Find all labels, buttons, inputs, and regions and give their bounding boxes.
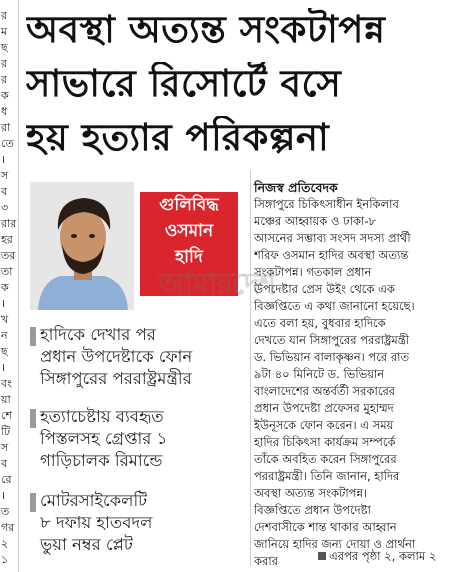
body-line: দেশবাসীকে শান্ত থাকার আহ্বান [254,520,397,534]
body-line: বিজ্ঞপ্তিতে এ কথা জানানো হয়েছে। [254,299,415,313]
body-line: ৯টা ৪০ মিনিটে ড. ভিভিয়ান [254,367,385,381]
fragment-text: টি [1,425,11,438]
fragment-text: তর [1,249,16,262]
body-line: হাদির চিকিৎসা কার্যক্রম সম্পর্কে [254,435,396,449]
body-line: উপদেষ্টার প্রেস উইং থেকে এক [254,282,395,296]
subhead-line: হাদিকে দেখার পর [40,325,156,344]
article-body [254,196,466,570]
body-line: অবস্থা অত্যন্ত সংকটাপন্ন। [254,486,368,500]
fragment-text: শে [1,409,12,422]
subhead-bar [30,493,36,512]
subhead-line: পিস্তলসহ গ্রেপ্তার ১ [40,429,168,448]
fragment-text: । [1,489,6,502]
square-bullet-icon [318,552,326,560]
subhead-bar [30,409,36,428]
fragment-text: স [1,169,9,182]
fragment-text: গর [1,521,15,534]
body-line: মঞ্চের আহ্বায়ক ও ঢাকা-৮ [254,214,376,228]
fragment-text: ত [1,505,10,518]
body-line: শরিফ ওসমান হাদির অবস্থা অত্যন্ত [254,248,409,262]
fragment-text: র [1,9,8,22]
body-line: করার [254,554,279,568]
body-line: এতে বলা হয়, বুধবার হাদিকে [254,316,386,330]
body-line: ড. ভিভিয়ান বালাকৃষ্ণন। পরে রাত [254,350,410,364]
fragment-text: ম [1,25,8,38]
fragment-text: য়া [1,393,11,406]
body-line: দেখতে যান সিঙ্গাপুরের পররাষ্ট্রমন্ত্রী [254,333,410,347]
fragment-text: স [1,441,9,454]
fragment-text: তে [1,137,14,150]
fragment-text: ১ [1,553,9,566]
continued-text: এরপর পৃষ্ঠা ২, কলাম ২ [329,549,437,563]
fragment-text: ক [1,281,9,294]
fragment-text: রা [1,121,11,134]
subhead-3 [30,490,240,560]
fragment-text: ছ [1,345,8,358]
body-line: পররাষ্ট্রমন্ত্রী। তিনি জানান, হাদির [254,469,400,483]
fragment-text: । [1,361,6,374]
fragment-text: র [1,73,8,86]
subhead-2 [30,406,240,476]
fragment-text: ধ [1,105,8,118]
portrait-photo [30,182,134,310]
fragment-text: ব [1,185,8,198]
fragment-text: খ [1,313,9,326]
column-divider [250,170,251,566]
fragment-text: ২ [1,537,9,550]
body-line: প্রধান উপদেষ্টা প্রফেসর মুহাম্মদ [254,401,394,415]
adjacent-column-fragments [0,0,19,572]
fragment-text: বং [1,377,12,390]
caption-line-1: গুলিবিদ্ধ [159,195,219,215]
body-line: বাংলাদেশের অন্তর্বর্তী সরকারের [254,384,396,398]
fragment-text: । [1,153,6,166]
body-line: সিঙ্গাপুরে চিকিৎসাধীন ইনকিলাব [254,197,399,211]
fragment-text: । [1,297,6,310]
subhead-1 [30,324,240,394]
subhead-line: সিঙ্গাপুরের পররাষ্ট্রমন্ত্রীর [40,369,192,388]
body-line: ইউনূসকে ফোন করেন। এ সময় [254,418,394,432]
fragment-text: ব [1,457,8,470]
headline-line-2: সাভারে রিসোর্টে বসে [26,62,342,105]
watermark-logo: আমারদেশ [158,267,276,302]
body-line: আসনের সম্ভাব্য সংসদ সদস্য প্রার্থী [254,231,411,245]
caption-line-3: হাদি [175,247,203,267]
body-line: জানিয়ে হাদির জন্য দোয়া ও প্রার্থনা [254,537,416,551]
caption-line-2: ওসমান [164,221,214,241]
subhead-bar [30,327,36,346]
fragment-text: হর [1,233,13,246]
fragment-text: ন [1,329,8,342]
body-line: সংকটাপন্ন। গতকাল প্রধান [254,265,372,279]
headline-line-1: অবস্থা অত্যন্ত সংকটাপন্ন [26,8,386,51]
fragment-text: রার [1,217,17,230]
subhead-line: গাড়িচালক রিমান্ডে [40,451,163,470]
subhead-line: মোটরসাইকেলটি [40,491,148,510]
continued-note [318,548,436,565]
fragment-text: রে [1,473,12,486]
fragment-text: র [1,57,8,70]
body-line: বিজ্ঞপ্তিতে প্রধান উপদেষ্টা [254,503,371,517]
fragment-text: ক [1,89,9,102]
body-line: তাঁকে অবহিত করেন সিঙ্গাপুরের [254,452,397,466]
fragment-text: ছ [1,41,8,54]
fragment-text: তা [1,265,13,278]
subhead-line: প্রধান উপদেষ্টাকে ফোন [40,347,193,366]
subhead-line: ৮ দফায় হাতবদল [40,513,153,532]
subhead-line: ভুয়া নম্বর প্লেট [40,535,133,554]
headline-line-3: হয় হত্যার পরিকল্পনা [26,116,330,159]
fragment-text: ৩ [1,201,9,214]
subhead-line: হত্যাচেষ্টায় ব্যবহৃত [40,407,164,426]
byline: নিজস্ব প্রতিবেদক [254,180,338,195]
